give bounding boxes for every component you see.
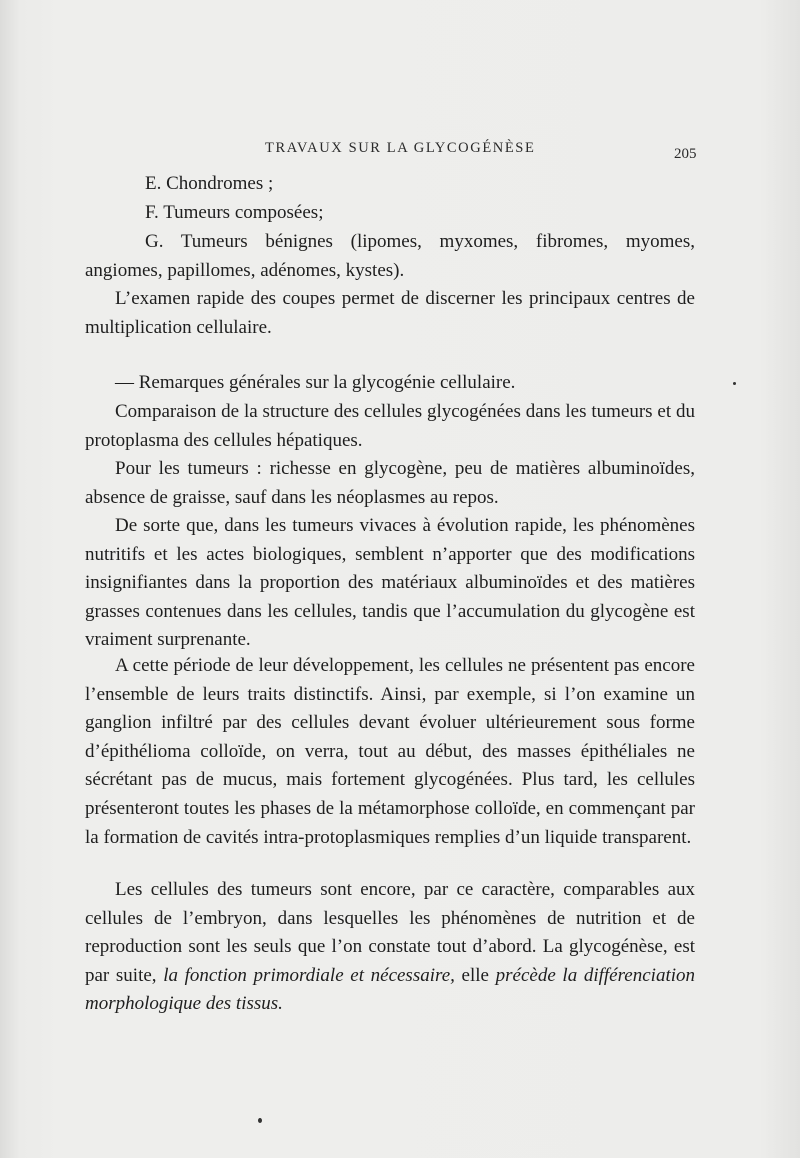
paragraph-examen: L’examen rapide des coupes permet de discerner les principaux centres de multiplication cellulaire.	[85, 288, 695, 338]
paragraph-comparaison: Comparaison de la structure des cellules glycogénées dans les tumeurs et du protoplasma des cellules hépatiques.	[85, 401, 695, 451]
list-item-f: F. Tumeurs composées;	[145, 202, 324, 223]
ink-speck	[733, 382, 736, 385]
paragraph-de-sorte: De sorte que, dans les tumeurs vivaces à évolution rapide, les phénomènes nutritifs et les actes biologiques, semblent n’apporter que des modifications insignifiantes dans la proportion des matériaux albuminoïdes et des matières grasses contenues dans les cellules, tandis que l’accumulation du glycogène est vraiment surprenante.	[85, 515, 695, 651]
list-item-g: G. Tumeurs bénignes (lipomes, myxomes, fibromes, myomes, angiomes, papillomes, adénomes, kystes).	[85, 231, 695, 281]
section-heading: — Remarques générales sur la glycogénie cellulaire.	[115, 372, 516, 393]
page-number: 205	[674, 146, 697, 162]
paragraph-cette-periode: A cette période de leur développement, les cellules ne présentent pas encore l’ensemble de leurs traits distinctifs. Ainsi, par exemple, si l’on examine un ganglion infiltré par des cellules devant évoluer ultérieurement sous forme d’épithélioma colloïde, on verra, tout au début, des masses épithéliales ne sécrétant pas de mucus, mais fortement glycogénées. Plus tard, les cellules présenteront toutes les phases de la métamorphose colloïde, en commençant par la formation de cavités intra-protoplasmiques remplies d’un liquide transparent.	[85, 655, 695, 848]
italic-phrase: la fonction primordiale et nécessaire,	[163, 964, 455, 986]
list-item-e: E. Chondromes ;	[145, 173, 274, 194]
paragraph-cellules-embryon	[85, 876, 695, 1019]
running-title: TRAVAUX SUR LA GLYCOGÉNÈSE	[265, 140, 536, 156]
italic-phrase: précède la différenciation morphologique des tissus.	[85, 964, 696, 1015]
paragraph-text: elle	[461, 964, 489, 986]
ink-speck	[258, 1118, 262, 1123]
paragraph-tumeurs: Pour les tumeurs : richesse en glycogène, peu de matières albuminoïdes, absence de graisse, sauf dans les néoplasmes au repos.	[85, 458, 695, 508]
paragraph-text: Les cellules des tumeurs sont encore, par ce caractère, comparables aux cellules de l’embryon, dans lesquelles les phénomènes de nutrition et de reproduction sont les seuls que l’on constate tout d’abord. La glycogénèse, est par suite,	[85, 879, 695, 986]
